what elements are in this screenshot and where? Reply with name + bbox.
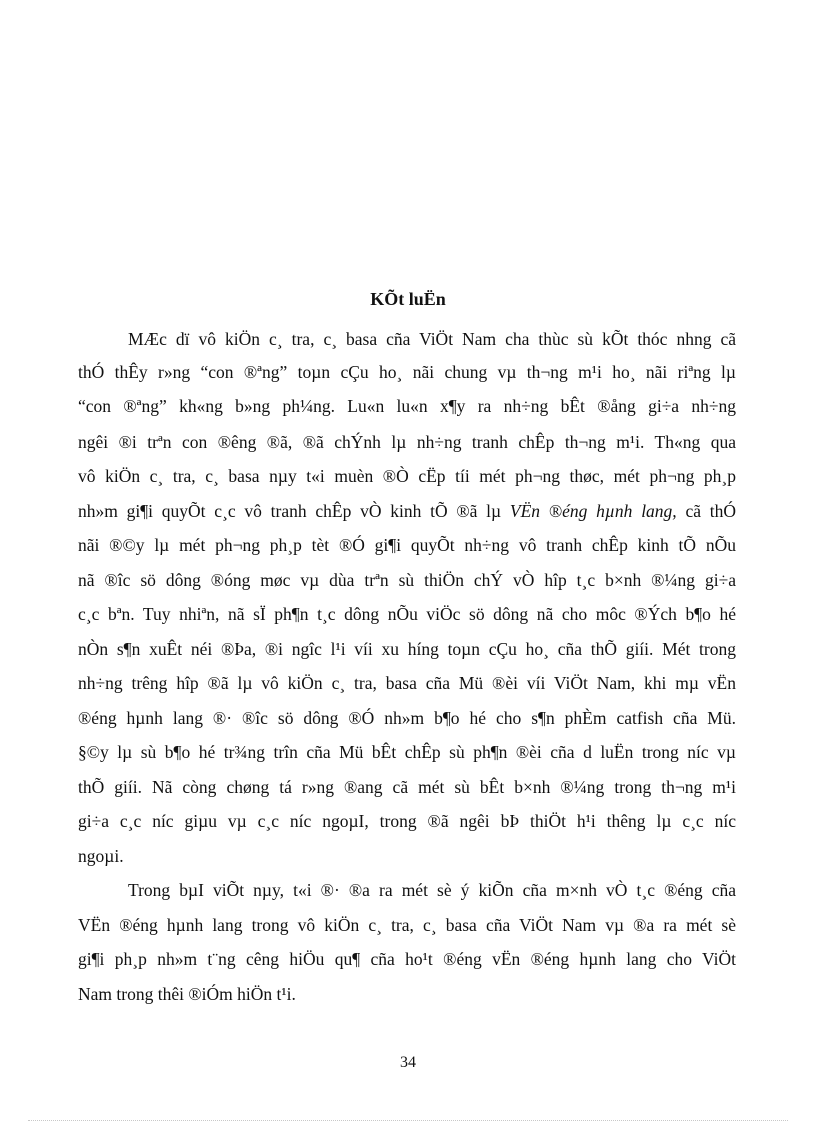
text-line: MÆc dï vô kiÖn c¸ tra, c¸ basa cña ViÖt Nam cha thùc sù kÕt thóc nhng cã bbox=[128, 329, 736, 349]
page-number: 34 bbox=[400, 1054, 416, 1071]
page-title: KÕt luËn bbox=[370, 289, 446, 309]
text-line: “con ®ªng” kh«ng b»ng ph¼ng. Lu«n lu«n x¶y ra nh÷ng bÊt ®ång gi÷a nh÷ng bbox=[78, 396, 736, 416]
text-line: ngoµi. bbox=[78, 846, 124, 866]
text-line: §©y lµ sù b¶o hé tr¾ng trîn cña Mü bÊt chÊp sù ph¶n ®èi cña d luËn trong níc vµ bbox=[78, 742, 736, 762]
text-line: vô kiÖn c¸ tra, c¸ basa nµy t«i muèn ®Ò cËp tíi mét ph¬ng thøc, mét ph¬ng ph¸p bbox=[78, 466, 736, 486]
text-line: gi¶i ph¸p nh»m t¨ng cêng hiÖu qu¶ cña ho¹t ®éng vËn ®éng hµnh lang cho ViÖt bbox=[78, 949, 736, 969]
text-line: gi÷a c¸c níc giµu vµ c¸c níc ngoµI, trong ®ã ngêi bÞ thiÖt h¹i thêng lµ c¸c níc bbox=[78, 811, 736, 831]
text-line: Trong bµI viÕt nµy, t«i ®· ®a ra mét sè ý kiÕn cña m×nh vÒ t¸c ®éng cña bbox=[128, 880, 736, 900]
page-bottom-divider bbox=[28, 1120, 788, 1121]
text-line: thÓ thÊy r»ng “con ®ªng” toµn cÇu ho¸ nãi chung vµ th¬ng m¹i ho¸ nãi riªng lµ bbox=[78, 362, 736, 382]
text-line: Nam trong thêi ®iÓm hiÖn t¹i. bbox=[78, 984, 296, 1004]
text-line: nh÷ng trêng hîp ®ã lµ vô kiÖn c¸ tra, basa cña Mü ®èi víi ViÖt Nam, khi mµ vËn bbox=[78, 673, 736, 693]
text-line: thÕ giíi. Nã còng chøng tá r»ng ®ang cã mét sù bÊt b×nh ®¼ng trong th¬ng m¹i bbox=[78, 777, 736, 797]
text-line: VËn ®éng hµnh lang trong vô kiÖn c¸ tra, c¸ basa cña ViÖt Nam vµ ®a ra mét sè bbox=[78, 915, 736, 935]
text-line: nã ®îc sö dông ®óng møc vµ dùa trªn sù thiÖn chÝ vÒ hîp t¸c b×nh ®¼ng gi÷a bbox=[78, 570, 736, 590]
text-line: nãi ®©y lµ mét ph¬ng ph¸p tèt ®Ó gi¶i quyÕt nh÷ng vô tranh chÊp kinh tÕ nÕu bbox=[78, 535, 736, 555]
text-line: ngêi ®i trªn con ®êng ®ã, ®ã chÝnh lµ nh÷ng tranh chÊp th¬ng m¹i. Th«ng qua bbox=[78, 432, 736, 452]
text-line: nh»m gi¶i quyÕt c¸c vô tranh chÊp vÒ kinh tÕ ®ã lµ VËn ®éng hµnh lang, cã thÓ bbox=[78, 501, 736, 521]
text-line: ®éng hµnh lang ®· ®îc sö dông ®Ó nh»m b¶o hé cho s¶n phÈm catfish cña Mü. bbox=[78, 708, 736, 728]
text-line: c¸c bªn. Tuy nhiªn, nã sÏ ph¶n t¸c dông nÕu viÖc sö dông nã cho môc ®Ých b¶o hé bbox=[78, 604, 736, 624]
text-line: nÒn s¶n xuÊt néi ®Þa, ®i ngîc l¹i víi xu híng toµn cÇu ho¸ cña thÕ giíi. Mét trong bbox=[78, 639, 736, 659]
italic-term: VËn ®éng hµnh lang, bbox=[509, 501, 677, 521]
text-line-with-italic bbox=[78, 499, 736, 523]
